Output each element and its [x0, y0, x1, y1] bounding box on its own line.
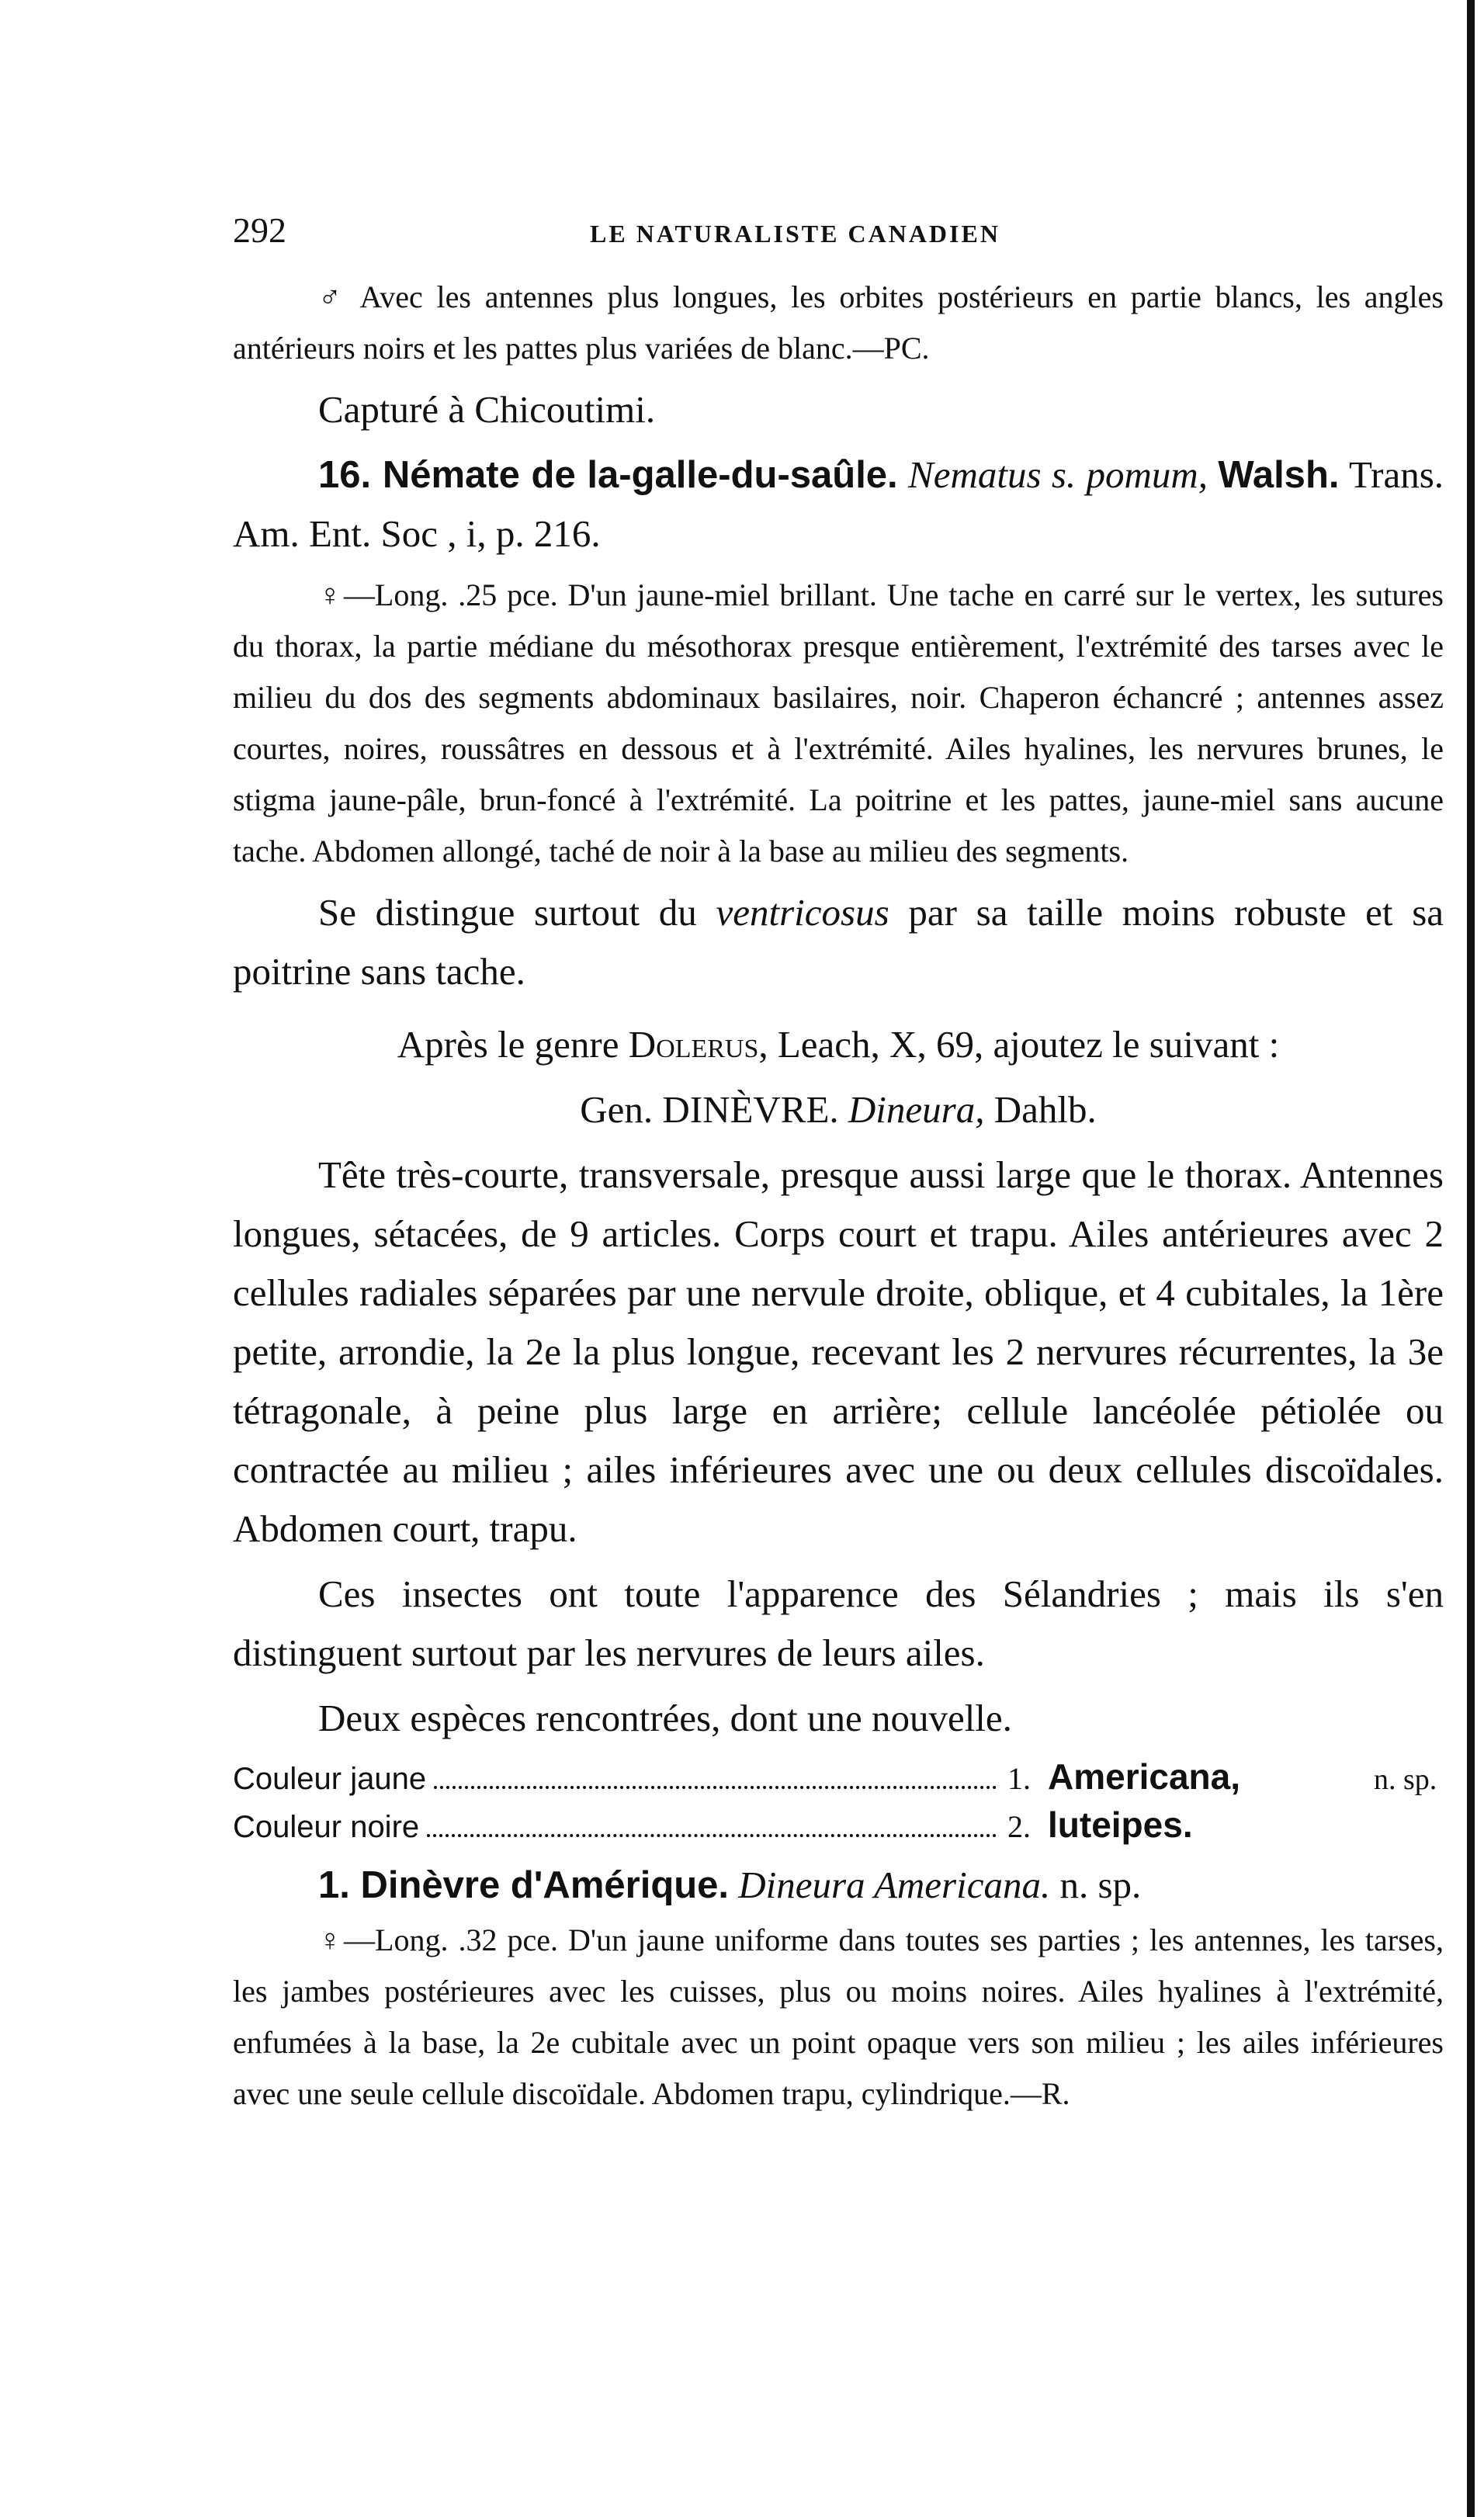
- dot-leader: [434, 1786, 997, 1789]
- key-row-black: [233, 1802, 1444, 1850]
- dot-leader: [427, 1834, 997, 1837]
- paragraph-female-description: ♀—Long. .25 pce. D'un jaune-miel brillant. Une tache en carré sur le vertex, les sutures du thorax, la partie médiane du mésothorax presque entièrement, l'extrémité des tarses avec le milieu du dos des segments abdominaux basilaires, noir. Chaperon échancré ; antennes assez courtes, noires, roussâtres en dessous et à l'extrémité. Ailes hyalines, les nervures brunes, le stigma jaune-pâle, brun-foncé à l'extrémité. La poitrine et les pattes, jaune-miel sans aucune tache. Abdomen allongé, taché de noir à la base au milieu des segments.: [233, 577, 1444, 868]
- key-label: Couleur noire: [233, 1810, 420, 1844]
- after-genus-before: Après le genre: [397, 1023, 619, 1066]
- genus-name: DINÈVRE.: [662, 1088, 839, 1131]
- genus-heading: [233, 1080, 1444, 1139]
- species-note: n. sp.: [1059, 1863, 1142, 1906]
- running-title: LE NATURALISTE CANADIEN: [590, 220, 1000, 248]
- paragraph-selandries: Ces insectes ont toute l'apparence des Sélandries ; mais ils s'en distinguent surtout par les nervures de leurs ailes.: [233, 1572, 1444, 1674]
- paragraph-americana-description: ♀—Long. .32 pce. D'un jaune uniforme dans toutes ses parties ; les antennes, les tarses, les jambes postérieures avec les cuisses, plus ou moins noires. Ailes hyalines à l'extrémité, enfumées à la base, la 2e cubitale avec un point opaque vers son milieu ; les ailes inférieures avec une seule cellule discoïdale. Abdomen trapu, cylindrique.—R.: [233, 1922, 1444, 2111]
- genus-author: Dahlb.: [993, 1088, 1097, 1131]
- page-edge-rule: [1467, 0, 1475, 2517]
- species-heading-1: [233, 1856, 1444, 1915]
- distinction-species-italic: ventricosus: [716, 891, 889, 934]
- species-latin-name: Dineura Americana.: [738, 1863, 1051, 1906]
- key-species-name: luteipes.: [1048, 1805, 1193, 1845]
- paragraph-after-genus: [233, 1015, 1444, 1074]
- key-label: Couleur jaune: [233, 1762, 427, 1796]
- document-page: [233, 210, 1444, 2120]
- distinction-text-after: par sa taille moins robuste et sa poitrine sans tache.: [233, 891, 1444, 993]
- page-number: 292: [233, 210, 286, 250]
- distinction-text-before: Se distingue surtout du: [318, 891, 697, 934]
- key-number: 2.: [1007, 1809, 1031, 1844]
- paragraph-distinction: [233, 883, 1444, 1001]
- species-authority: Walsh.: [1218, 454, 1340, 496]
- after-genus-after: , Leach, X, 69, ajoutez le suivant :: [758, 1023, 1280, 1066]
- key-row-yellow: [233, 1754, 1444, 1802]
- genus-abbrev: Gen.: [580, 1088, 654, 1131]
- paragraph-capture-location: Capturé à Chicoutimi.: [318, 388, 656, 431]
- key-number: 1.: [1007, 1761, 1031, 1796]
- paragraph-male-description: ♂ Avec les antennes plus longues, les orbites postérieurs en partie blancs, les angles antérieurs noirs et les pattes plus variées de blanc.—PC.: [233, 279, 1444, 366]
- species-latin-name: Nematus s. pomum,: [908, 453, 1208, 496]
- species-number-name: 16. Némate de la-galle-du-saûle.: [318, 454, 898, 496]
- species-reference: Trans. Am. Ent. Soc , i, p. 216.: [233, 453, 1444, 555]
- key-note: n. sp.: [1374, 1763, 1437, 1796]
- species-heading-16: [233, 446, 1444, 563]
- paragraph-genus-description: Tête très-courte, transversale, presque aussi large que le thorax. Antennes longues, sétacées, de 9 articles. Corps court et trapu. Ailes antérieures avec 2 cellules radiales séparées par une nervule droite, oblique, et 4 cubitales, la 1ère petite, arrondie, la 2e la plus longue, recevant les 2 nervures récurrentes, la 3e tétragonale, à peine plus large en arrière; cellule lancéolée pétiolée ou contractée au milieu ; ailes inférieures avec une ou deux cellules discoïdales. Abdomen court, trapu.: [233, 1153, 1444, 1550]
- paragraph-two-species: Deux espèces rencontrées, dont une nouvelle.: [318, 1697, 1012, 1739]
- genus-dolerus: Dolerus: [628, 1023, 759, 1066]
- page-header: [233, 210, 1444, 272]
- key-species-name: Americana,: [1048, 1756, 1241, 1797]
- genus-latin: Dineura,: [848, 1088, 985, 1131]
- species-number-name: 1. Dinèvre d'Amérique.: [318, 1864, 730, 1906]
